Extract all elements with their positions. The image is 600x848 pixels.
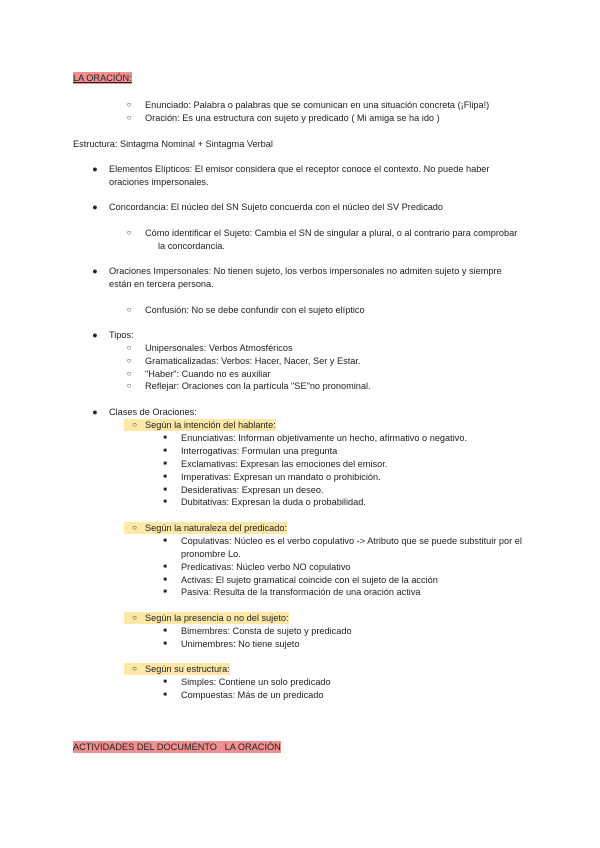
identificar-line-1: Cómo identificar el Sujeto: Cambia el SN de singular a plural, o al contrario para comprobar <box>145 228 518 238</box>
hollow-bullet-icon: ○ <box>124 419 145 431</box>
hollow-bullet-icon: ○ <box>124 663 145 675</box>
naturaleza-heading: Según la naturaleza del predicado: <box>145 523 287 533</box>
hollow-bullet-icon: ○ <box>126 381 132 390</box>
square-bullet-icon: ■ <box>163 435 167 441</box>
identificar-line-2: la concordancia. <box>158 241 225 251</box>
hollow-bullet-icon: ○ <box>126 100 132 109</box>
list-item: Unipersonales: Verbos Atmosféricos <box>145 343 293 353</box>
intencion-heading: Según la intención del hablante: <box>145 420 276 430</box>
filled-bullet-icon: ● <box>92 202 98 212</box>
filled-bullet-icon: ● <box>92 266 98 276</box>
list-item: Desiderativas: Expresan un deseo. <box>181 485 324 495</box>
list-item: Reflejar: Oraciones con la partícula "SE"no pronominal. <box>145 381 371 391</box>
square-bullet-icon: ■ <box>163 487 167 493</box>
hollow-bullet-icon: ○ <box>126 113 132 122</box>
page-title: LA ORACIÓN: <box>73 73 132 83</box>
hollow-bullet-icon: ○ <box>126 343 132 352</box>
square-bullet-icon: ■ <box>163 577 167 583</box>
copulativas-line-1: Copulativas: Núcleo es el verbo copulativo -> Atributo que se puede substituir por el <box>181 536 522 546</box>
copulativas-line-2: pronombre Lo. <box>181 549 241 559</box>
square-bullet-icon: ■ <box>163 692 167 698</box>
hollow-bullet-icon: ○ <box>124 612 145 624</box>
list-item: Activas: El sujeto gramatical coincide con el sujeto de la acción <box>181 575 438 585</box>
list-item: Dubitativas: Expresan la duda o probabilidad. <box>181 497 366 507</box>
square-bullet-icon: ■ <box>163 448 167 454</box>
confusion-text: Confusión: No se debe confundir con el sujeto elíptico <box>145 305 365 315</box>
actividades-heading: ACTIVIDADES DEL DOCUMENTO LA ORACIÓN <box>73 742 281 752</box>
square-bullet-icon: ■ <box>163 474 167 480</box>
definition-enunciado: Enunciado: Palabra o palabras que se comunican en una situación concreta (¡Flipa!) <box>145 100 490 110</box>
hollow-bullet-icon: ○ <box>126 356 132 365</box>
square-bullet-icon: ■ <box>163 564 167 570</box>
list-item: Gramaticalizadas: Verbos: Hacer, Nacer, Ser y Estar. <box>145 356 361 366</box>
list-item: Simples: Contiene un solo predicado <box>181 677 331 687</box>
square-bullet-icon: ■ <box>163 461 167 467</box>
elipticos-line-1: Elementos Elípticos: El emisor considera que el receptor conoce el contexto. No puede haber <box>109 164 490 174</box>
list-item: Bimembres: Consta de sujeto y predicado <box>181 626 352 636</box>
filled-bullet-icon: ● <box>92 407 98 417</box>
list-item: Pasiva: Resulta de la transformación de una oración activa <box>181 587 421 597</box>
list-item: Enunciativas: Informan objetivamente un hecho, afirmativo o negativo. <box>181 433 467 443</box>
filled-bullet-icon: ● <box>92 164 98 174</box>
hollow-bullet-icon: ○ <box>124 522 145 534</box>
list-item: "Haber": Cuando no es auxiliar <box>145 369 271 379</box>
impersonales-line-1: Oraciones Impersonales: No tienen sujeto, los verbos impersonales no admiten sujeto y siempre <box>109 266 502 276</box>
square-bullet-icon: ■ <box>163 641 167 647</box>
square-bullet-icon: ■ <box>163 628 167 634</box>
hollow-bullet-icon: ○ <box>126 305 132 314</box>
filled-bullet-icon: ● <box>92 330 98 340</box>
square-bullet-icon: ■ <box>163 538 167 544</box>
estructura-heading: Según su estructura: <box>145 664 230 674</box>
square-bullet-icon: ■ <box>163 499 167 505</box>
definition-oracion: Oración: Es una estructura con sujeto y predicado ( Mi amiga se ha ido ) <box>145 113 440 123</box>
estructura-text: Estructura: Sintagma Nominal + Sintagma Verbal <box>73 139 273 149</box>
square-bullet-icon: ■ <box>163 679 167 685</box>
list-item: Predicativas: Núcleo verbo NO copulativo <box>181 562 351 572</box>
list-item: Unimembres: No tiene sujeto <box>181 639 300 649</box>
list-item: Interrogativas: Formulan una pregunta <box>181 446 338 456</box>
list-item: Imperativas: Expresan un mandato o prohibición. <box>181 472 381 482</box>
hollow-bullet-icon: ○ <box>126 369 132 378</box>
impersonales-line-2: están en tercera persona. <box>109 279 214 289</box>
clases-heading: Clases de Oraciones: <box>109 407 197 417</box>
hollow-bullet-icon: ○ <box>126 228 132 237</box>
tipos-heading: Tipos: <box>109 330 134 340</box>
elipticos-line-2: oraciones impersonales. <box>109 177 209 187</box>
list-item: Compuestas: Más de un predicado <box>181 690 324 700</box>
presencia-heading: Según la presencia o no del sujeto: <box>145 613 289 623</box>
concordancia-text: Concordancia: El núcleo del SN Sujeto concuerda con el núcleo del SV Predicado <box>109 202 444 212</box>
list-item: Exclamativas: Expresan las emociones del emisor. <box>181 459 388 469</box>
square-bullet-icon: ■ <box>163 589 167 595</box>
